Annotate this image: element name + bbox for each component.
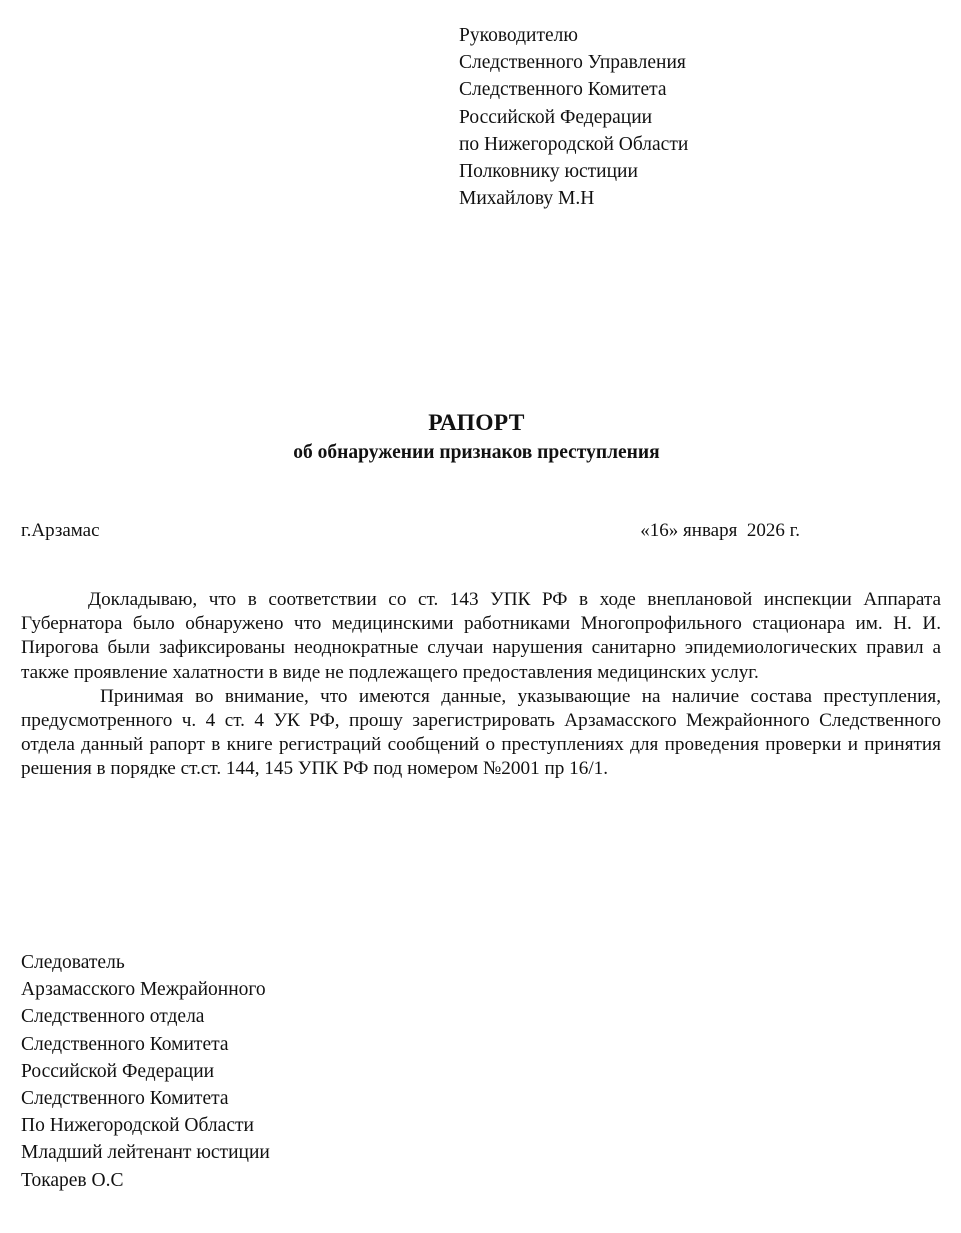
- place-label: г.Арзамас: [21, 520, 100, 541]
- addressee-line: Полковнику юстиции: [459, 161, 638, 183]
- signature-line: По Нижегородской Области: [21, 1115, 254, 1137]
- body-paragraph: Принимая во внимание, что имеются данные, указывающие на наличие состава преступления, предусмотренного ч. 4 ст. 4 УК РФ, прошу зарегистрировать Арзамасского Межрайонного Следственного отдела данный рапорт в книге регистраций сообщений о преступлениях для проведения проверки и принятия решения в порядке ст.ст. 144, 145 УПК РФ под номером №2001 пр 16/1.: [21, 685, 941, 780]
- signature-line: Арзамасского Межрайонного: [21, 979, 266, 1001]
- document-title: РАПОРТ: [428, 410, 525, 436]
- body-text: [21, 588, 941, 782]
- addressee-line: Следственного Управления: [459, 52, 686, 74]
- signature-line: Следователь: [21, 952, 125, 973]
- signature-block: [21, 949, 541, 1194]
- addressee-line: Следственного Комитета: [459, 79, 667, 101]
- document-subtitle: об обнаружении признаков преступления: [293, 442, 660, 463]
- date-label: «16» января 2026 г.: [640, 520, 800, 541]
- addressee-block: [459, 22, 939, 212]
- signature-line: Следственного отдела: [21, 1006, 205, 1028]
- addressee-line: Российской Федерации: [459, 106, 653, 128]
- title-block: [0, 409, 953, 466]
- signature-line: Токарев О.С: [21, 1169, 124, 1191]
- signature-line: Младший лейтенант юстиции: [21, 1142, 270, 1164]
- addressee-line: Руководителю: [459, 25, 578, 46]
- body-paragraph: Докладываю, что в соответствии со ст. 143 УПК РФ в ходе внеплановой инспекции Аппарата Губернатора было обнаружено что медицинскими работниками Многопрофильного стационара им. Н. И. Пирогова были зафиксированы неоднократные случаи нарушения санитарно эпидемиологических правил а также проявление халатности в виде не подлежащего предоставления медицинских услуг.: [21, 589, 941, 683]
- addressee-line: Михайлову М.Н: [459, 188, 595, 210]
- signature-line: Российской Федерации: [21, 1060, 215, 1082]
- signature-line: Следственного Комитета: [21, 1033, 229, 1055]
- signature-line: Следственного Комитета: [21, 1088, 229, 1110]
- addressee-line: по Нижегородской Области: [459, 133, 689, 155]
- place-date-row: [21, 518, 800, 544]
